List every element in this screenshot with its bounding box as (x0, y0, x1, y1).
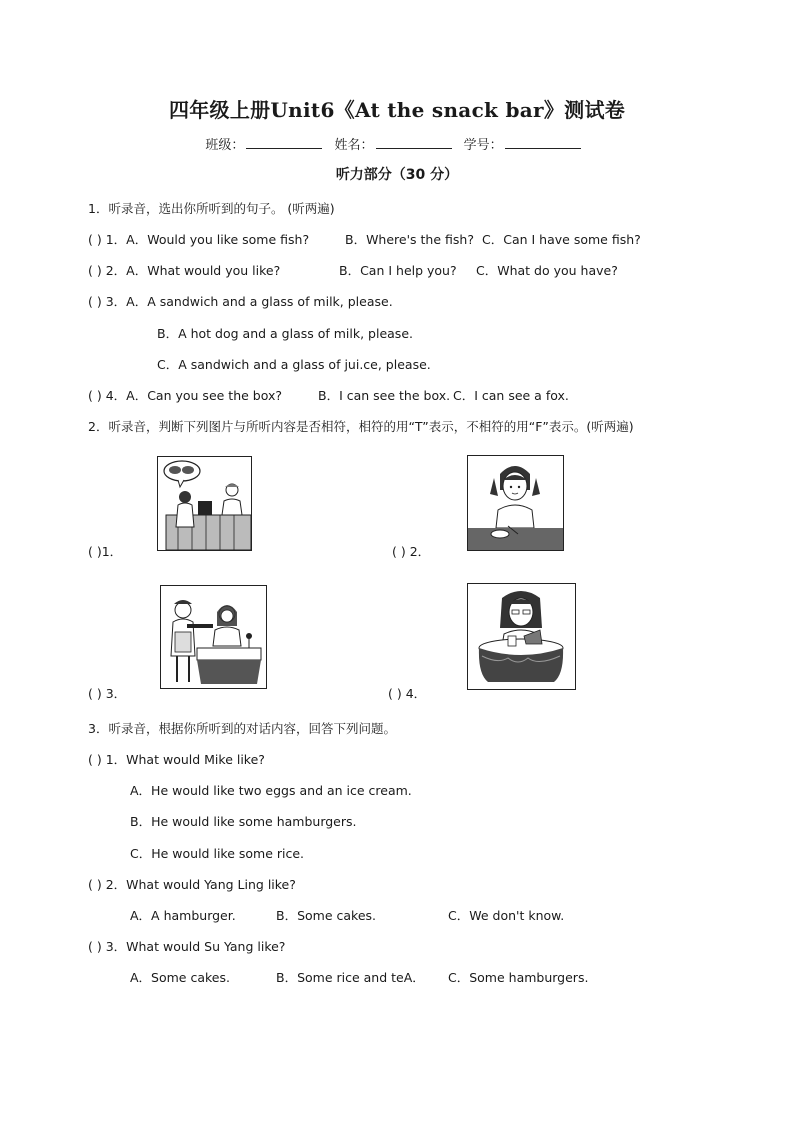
part1-item-3-option-b: B．A hot dog and a glass of milk, please. (157, 326, 413, 341)
picture-1-snack-bar (157, 456, 252, 551)
part3-q2-option-b: B．Some cakes. (276, 908, 377, 923)
option-a: A．A sandwich and a glass of milk, please. (126, 294, 393, 309)
picture-2-girl-eating (467, 455, 564, 551)
girl-cake-illustration (468, 584, 575, 689)
part3-q1-option-a: A．He would like two eggs and an ice cream. (130, 783, 412, 798)
option-a: A．What would you like? (126, 263, 281, 278)
student-info-line (0, 134, 794, 153)
girl-eating-illustration (468, 456, 563, 550)
picture-4-label[interactable]: ( ) 4． (388, 686, 427, 701)
picture-3-label[interactable]: ( ) 3． (88, 686, 127, 701)
part3-heading: 3．听录音，根据你所听到的对话内容，回答下列问题。 (88, 721, 396, 736)
number-blank[interactable] (505, 136, 581, 149)
waitress-illustration (161, 586, 266, 688)
part3-q1-option-b: B．He would like some hamburgers. (130, 814, 357, 829)
part3-q3-option-a: A．Some cakes. (130, 970, 230, 985)
picture-3-waitress (160, 585, 267, 689)
answer-paren[interactable]: ( ) 4． (88, 388, 127, 403)
name-label: 姓名： (334, 138, 374, 153)
part1-heading: 1．听录音，选出你所听到的句子。 (听两遍) (88, 201, 335, 216)
part1-item-2-option-b: B．Can I help you? (339, 263, 457, 278)
snack-bar-illustration (158, 457, 251, 550)
page-title: 四年级上册Unit6《At the snack bar》测试卷 (168, 98, 626, 122)
part3-q1-option-c: C．He would like some rice. (130, 846, 305, 861)
part3-q2-option-a: A．A hamburger. (130, 908, 236, 923)
part1-item-2-option-c: C．What do you have? (476, 263, 618, 278)
name-blank[interactable] (376, 136, 452, 149)
class-blank[interactable] (246, 136, 322, 149)
part1-item-1-option-c: C．Can I have some fish? (482, 232, 641, 247)
number-label: 学号： (463, 138, 503, 153)
picture-2-label[interactable]: ( ) 2． (392, 544, 431, 559)
class-label: 班级： (205, 138, 245, 153)
part1-item-1-option-b: B．Where's the fish? (345, 232, 474, 247)
part1-item-4-option-b: B．I can see the box. (318, 388, 451, 403)
part1-item-4 (88, 386, 282, 404)
part3-q3-option-c: C．Some hamburgers. (448, 970, 589, 985)
part3-q3-option-b: B．Some rice and teA． (276, 970, 425, 985)
answer-paren[interactable]: ( ) 2． (88, 263, 127, 278)
option-a: A．Can you see the box? (126, 388, 283, 403)
picture-1-label[interactable]: ( )1． (88, 544, 123, 559)
part3-q2-option-c: C．We don't know. (448, 908, 565, 923)
answer-paren[interactable]: ( ) 3． (88, 294, 127, 309)
part3-q3-stem[interactable]: ( ) 3．What would Su Yang like? (88, 939, 286, 954)
part1-item-1 (88, 230, 309, 248)
part3-q1-stem[interactable]: ( ) 1．What would Mike like? (88, 752, 265, 767)
part1-item-4-option-c: C．I can see a fox. (453, 388, 569, 403)
part3-q2-stem[interactable]: ( ) 2．What would Yang Ling like? (88, 877, 296, 892)
option-a: A．Would you like some fish? (126, 232, 310, 247)
answer-paren[interactable]: ( ) 1． (88, 232, 127, 247)
part1-item-3-option-c: C．A sandwich and a glass of jui.ce, please. (157, 357, 431, 372)
part1-item-3 (88, 292, 393, 310)
part2-heading: 2．听录音，判断下列图片与所听内容是否相符，相符的用“T”表示，不相符的用“F”表示。(听两遍) (88, 419, 634, 434)
part1-item-2 (88, 261, 280, 279)
picture-4-girl-cake (467, 583, 576, 690)
listening-section-title: 听力部分（30 分） (335, 167, 459, 183)
